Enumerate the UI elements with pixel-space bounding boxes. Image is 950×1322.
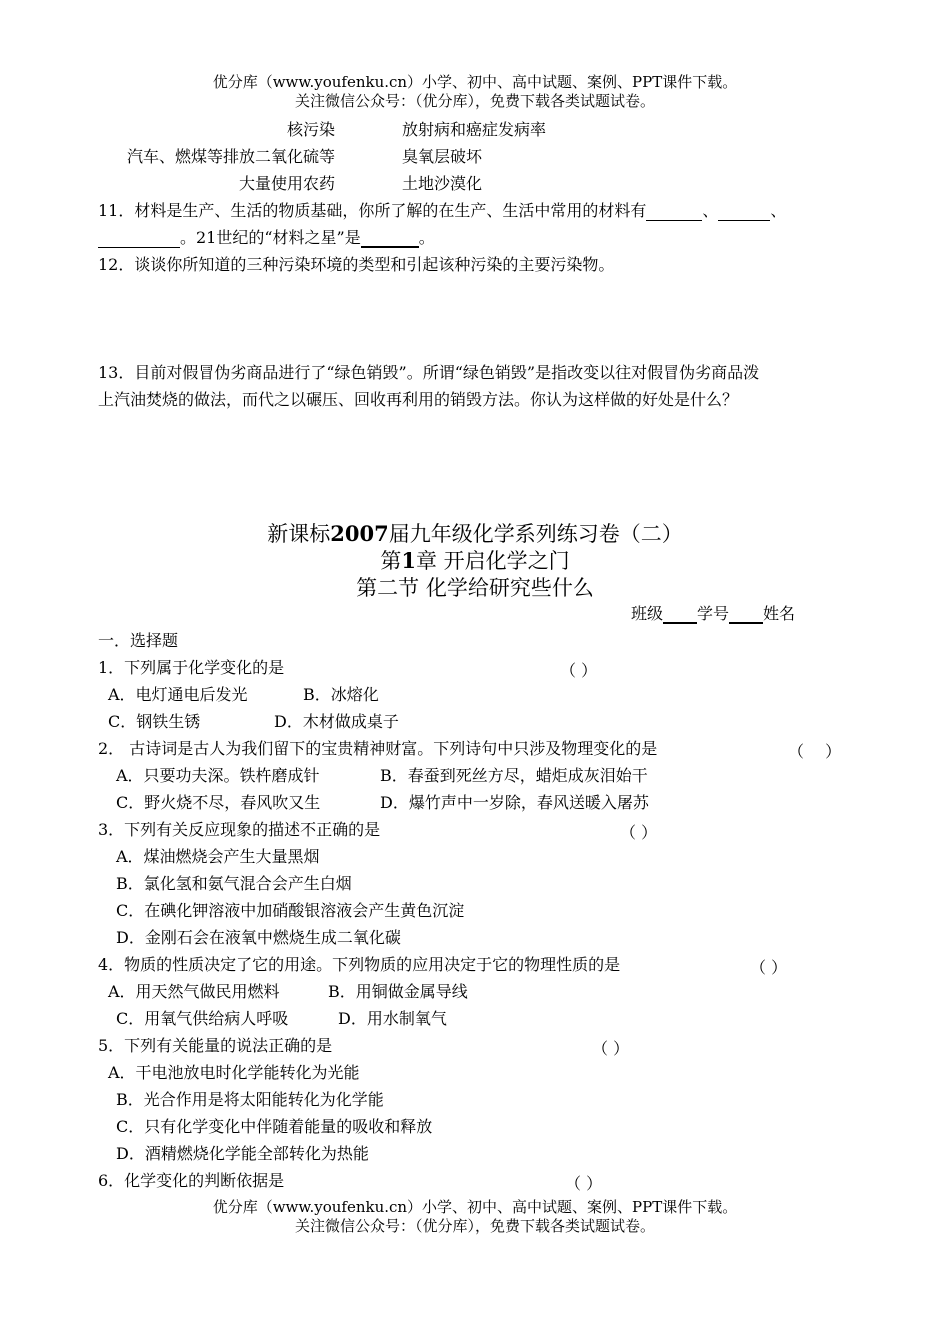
answer-paren[interactable]: （ ） [592,1039,630,1058]
section-title: 第二节 化学给研究些什么 [356,576,594,600]
option-a: A．只要功夫深。铁杵磨成针 [116,766,320,785]
matching-left-1: 核污染 [286,120,335,139]
matching-right-1: 放射病和癌症发病率 [402,120,547,139]
header-line-2: 关注微信公众号：（优分库），免费下载各类试题试卷。 [294,92,655,110]
question-11-line-2 [98,228,435,248]
chapter-title [0,548,950,574]
option-c: C．在碘化钾溶液中加硝酸银溶液会产生黄色沉淀 [116,901,465,920]
answer-paren[interactable]: （ ） [560,661,598,680]
answer-paren[interactable]: （ ） [788,742,850,761]
answer-blank[interactable] [646,204,702,221]
question-12: 12．谈谈你所知道的三种污染环境的类型和引起该种污染的主要污染物。 [98,255,615,274]
matching-right-2: 臭氧层破坏 [402,147,483,166]
option-c: C．野火烧不尽，春风吹又生 [116,793,321,812]
paper-title [0,521,950,547]
option-d: D．金刚石会在液氧中燃烧生成二氧化碳 [116,928,401,947]
answer-blank[interactable] [718,204,770,221]
answer-paren[interactable]: （ ） [620,823,658,842]
class-label: 班级 [631,604,664,623]
footer-line-2: 关注微信公众号：（优分库），免费下载各类试题试卷。 [294,1217,655,1235]
number-label: 学号 [697,604,730,623]
chapter-part: 章 开启化学之门 [415,549,570,573]
period: 。 [418,228,435,247]
question-3-stem: 3．下列有关反应现象的描述不正确的是 [98,820,381,839]
question-2-stem: 2． 古诗词是古人为我们留下的宝贵精神财富。下列诗句中只涉及物理变化的是 [98,739,658,758]
question-1-stem: 1．下列属于化学变化的是 [98,658,285,677]
option-d: D．用水制氧气 [338,1009,447,1028]
option-a: A．干电池放电时化学能转化为光能 [108,1063,360,1082]
title-part: 新课标 [267,522,331,546]
option-a: A．电灯通电后发光 [108,685,248,704]
matching-left-3: 大量使用农药 [238,174,335,193]
header-line-1: 优分库（www.youfenku.cn）小学、初中、高中试题、案例、PPT课件下载。 [212,73,738,91]
number-field[interactable] [729,606,763,624]
footer-line-1: 优分库（www.youfenku.cn）小学、初中、高中试题、案例、PPT课件下载。 [212,1198,738,1216]
option-c: C．只有化学变化中伴随着能量的吸收和释放 [116,1117,433,1136]
separator: 、 [702,201,719,220]
class-field[interactable] [663,606,697,624]
title-part: 届九年级化学系列练习卷（二） [388,522,683,546]
option-a: A．用天然气做民用燃料 [108,982,280,1001]
answer-blank[interactable] [98,231,180,248]
option-d: D．酒精燃烧化学能全部转化为热能 [116,1144,369,1163]
option-b: B．冰熔化 [303,685,379,704]
answer-paren[interactable]: （ ） [565,1174,603,1193]
option-c: C．用氧气供给病人呼吸 [116,1009,289,1028]
answer-blank[interactable] [361,230,419,248]
section-heading-choice: 一．选择题 [98,631,179,650]
option-d: D．木材做成桌子 [274,712,399,731]
question-5-stem: 5．下列有关能量的说法正确的是 [98,1036,333,1055]
title-year: 2007 [330,521,389,546]
question-11-line-1 [98,201,786,221]
option-a: A．煤油燃烧会产生大量黑烟 [116,847,320,866]
question-13-line-2: 上汽油焚烧的做法，而代之以碾压、回收再利用的销毁方法。你认为这样做的好处是什么？ [98,390,739,409]
matching-right-3: 土地沙漠化 [402,174,483,193]
question-4-stem: 4．物质的性质决定了它的用途。下列物质的应用决定于它的物理性质的是 [98,955,621,974]
option-c: C．钢铁生锈 [108,712,201,731]
option-b: B．氯化氢和氨气混合会产生白烟 [116,874,352,893]
question-6-stem: 6．化学变化的判断依据是 [98,1171,285,1190]
chapter-number: 1 [401,548,416,573]
answer-paren[interactable]: （ ） [750,958,788,977]
option-b: B．光合作用是将太阳能转化为化学能 [116,1090,384,1109]
question-11-text: 11．材料是生产、生活的物质基础，你所了解的在生产、生活中常用的材料有 [98,201,647,220]
matching-left-2: 汽车、燃煤等排放二氧化硫等 [126,147,335,166]
option-b: B．用铜做金属导线 [328,982,468,1001]
chapter-part: 第 [380,549,402,573]
name-label: 姓名 [763,604,796,623]
question-13-line-1: 13．目前对假冒伪劣商品进行了“绿色销毁”。所谓“绿色销毁”是指改变以往对假冒伪劣商品泼 [98,363,760,382]
option-d: D．爆竹声中一岁除，春风送暖入屠苏 [380,793,649,812]
separator: 、 [770,201,787,220]
question-11-text-2: 。21世纪的“材料之星”是 [180,228,361,247]
option-b: B．春蚕到死丝方尽，蜡炬成灰泪始干 [380,766,648,785]
student-info [631,604,795,624]
